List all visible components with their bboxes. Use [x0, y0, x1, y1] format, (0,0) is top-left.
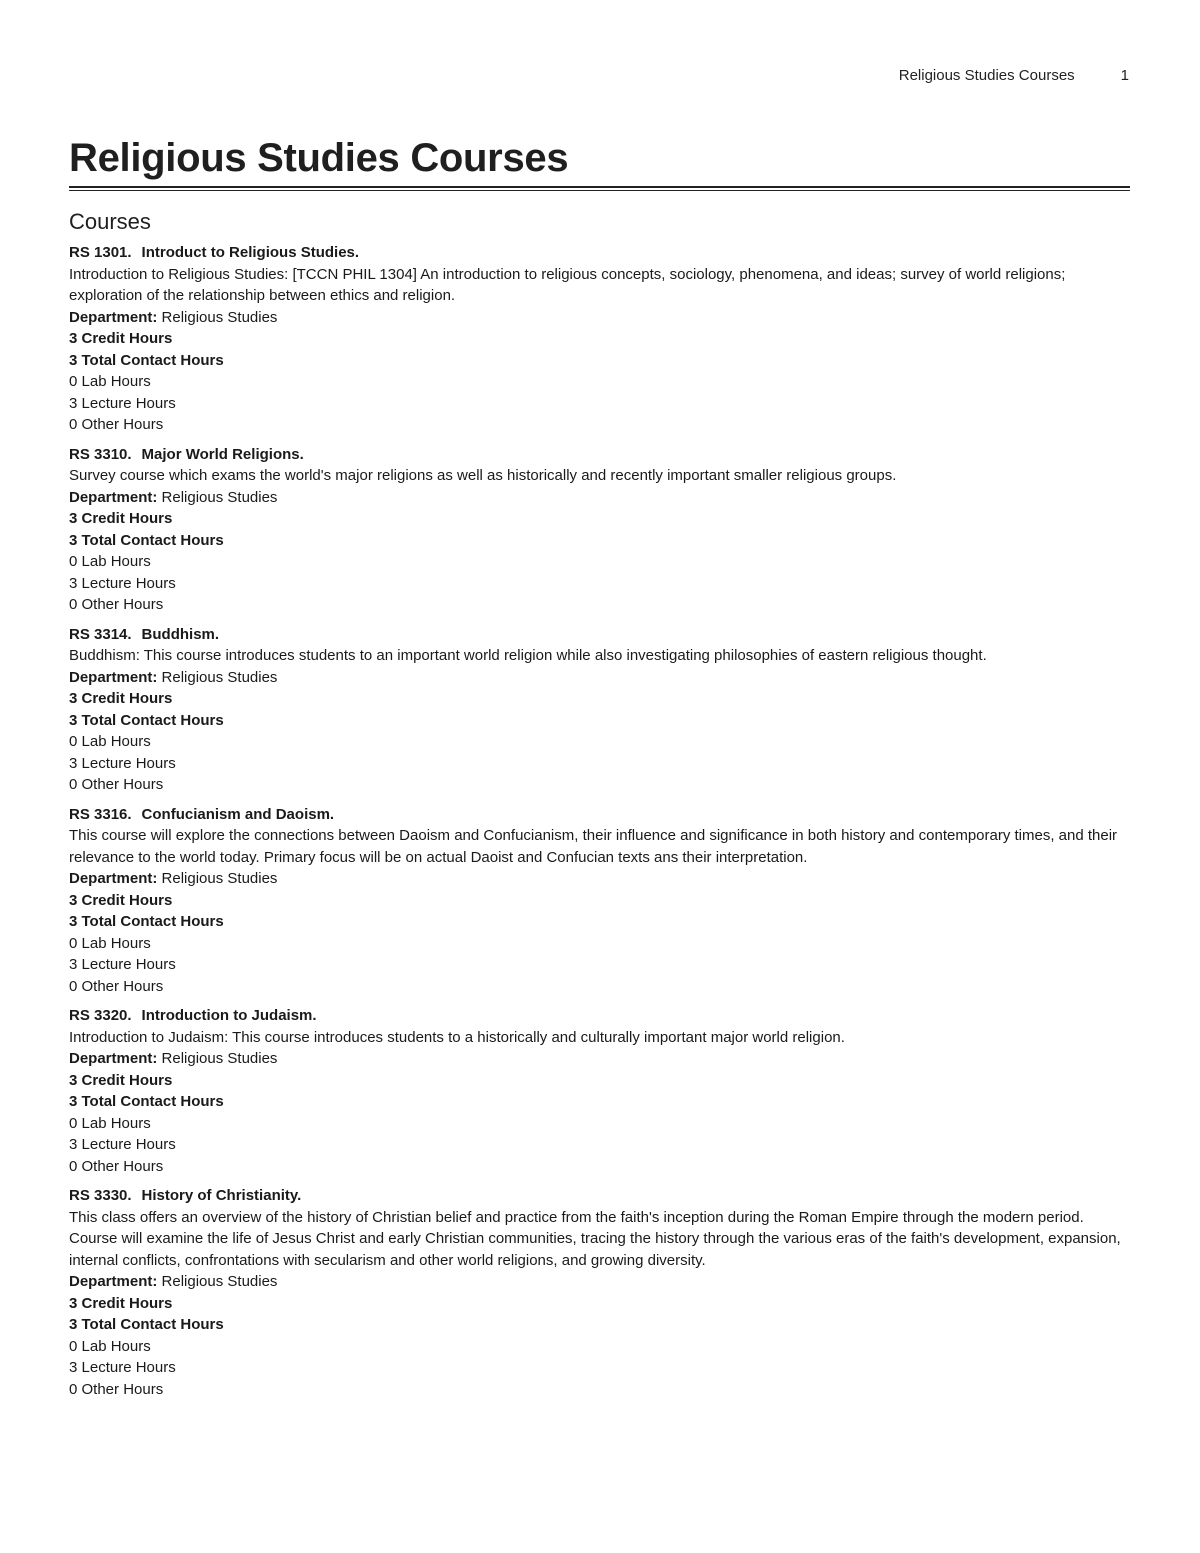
course-title: History of Christianity. — [141, 1187, 302, 1204]
lab-hours: 0 Lab Hours — [69, 733, 151, 750]
lecture-hours: 3 Lecture Hours — [69, 956, 176, 973]
course-list-content — [69, 209, 1131, 1408]
lab-hours: 0 Lab Hours — [69, 553, 151, 570]
course-description: Buddhism: This course introduces students to an important world religion while also investigating philosophies of eastern religious thought. — [69, 647, 987, 664]
lab-hours: 0 Lab Hours — [69, 1114, 151, 1132]
other-hours: 0 Other Hours — [69, 776, 164, 793]
lecture-hours: 3 Lecture Hours — [69, 394, 176, 412]
department-label: Department: — [69, 870, 158, 887]
course-description: Introduction to Judaism: This course introduces students to a historically and culturally important major world religion. — [69, 1028, 845, 1046]
department-label: Department: — [69, 1273, 158, 1290]
course-department — [69, 307, 1131, 329]
credit-hours: 3 Credit Hours — [69, 1294, 173, 1312]
department-value: Religious Studies — [161, 1050, 278, 1067]
lecture-hours: 3 Lecture Hours — [69, 1136, 176, 1153]
course-department — [69, 667, 1131, 689]
course-description: Survey course which exams the world's major religions as well as historically and recently important smaller religious groups. — [69, 467, 897, 484]
course-code: RS 3310. — [69, 445, 132, 463]
credit-hours: 3 Credit Hours — [69, 690, 173, 707]
course-department — [69, 1271, 1131, 1293]
course-title-line — [69, 1185, 1131, 1207]
course-title-line — [69, 624, 1131, 646]
total-contact-hours: 3 Total Contact Hours — [69, 913, 224, 930]
course-code: RS 3330. — [69, 1187, 132, 1204]
course-entry — [69, 444, 1131, 616]
course-title: Major World Religions. — [141, 445, 304, 463]
credit-hours: 3 Credit Hours — [69, 330, 173, 347]
course-description: This class offers an overview of the history of Christian belief and practice from the faith's inception during the Roman Empire through the modern period. Course will examine the life of Jesus Christ and early Christian communities, tracing the history through the various eras of the faith's development, expansion, internal conflicts, confrontations with secularism and other world religions, and growing diversity. — [69, 1208, 1121, 1269]
lab-hours: 0 Lab Hours — [69, 373, 151, 390]
course-entry — [69, 624, 1131, 796]
course-entry — [69, 804, 1131, 998]
course-description: Introduction to Religious Studies: [TCCN PHIL 1304] An introduction to religious concepts, sociology, phenomena, and ideas; survey of world religions; exploration of the relationship between ethics and religion. — [69, 265, 1066, 304]
course-code: RS 3314. — [69, 625, 132, 643]
department-value: Religious Studies — [161, 308, 278, 326]
section-heading: Courses — [69, 209, 151, 234]
title-rule — [69, 186, 1130, 191]
course-title-line — [69, 804, 1131, 826]
page-number: 1 — [1120, 67, 1129, 84]
credit-hours: 3 Credit Hours — [69, 891, 173, 909]
course-department — [69, 868, 1131, 890]
credit-hours: 3 Credit Hours — [69, 510, 173, 527]
course-entry — [69, 1185, 1131, 1400]
lecture-hours: 3 Lecture Hours — [69, 1359, 176, 1376]
course-title: Confucianism and Daoism. — [141, 805, 335, 823]
department-label: Department: — [69, 308, 158, 326]
other-hours: 0 Other Hours — [69, 1157, 164, 1175]
other-hours: 0 Other Hours — [69, 596, 164, 613]
total-contact-hours: 3 Total Contact Hours — [69, 351, 224, 369]
course-code: RS 1301. — [69, 244, 132, 261]
course-title: Buddhism. — [141, 625, 220, 643]
other-hours: 0 Other Hours — [69, 977, 164, 995]
total-contact-hours: 3 Total Contact Hours — [69, 711, 224, 729]
lab-hours: 0 Lab Hours — [69, 1337, 151, 1355]
other-hours: 0 Other Hours — [69, 1380, 164, 1398]
department-value: Religious Studies — [161, 870, 278, 887]
course-entry — [69, 242, 1131, 436]
course-code: RS 3316. — [69, 805, 132, 823]
credit-hours: 3 Credit Hours — [69, 1071, 173, 1089]
total-contact-hours: 3 Total Contact Hours — [69, 1316, 224, 1333]
course-code: RS 3320. — [69, 1007, 132, 1024]
department-label: Department: — [69, 488, 158, 506]
running-header-title: Religious Studies Courses — [898, 67, 1075, 84]
course-title-line — [69, 444, 1131, 466]
lab-hours: 0 Lab Hours — [69, 934, 151, 952]
total-contact-hours: 3 Total Contact Hours — [69, 531, 224, 549]
course-title: Introduct to Religious Studies. — [141, 244, 360, 261]
department-label: Department: — [69, 1050, 158, 1067]
other-hours: 0 Other Hours — [69, 416, 164, 433]
course-title-line — [69, 242, 1131, 264]
course-title-line — [69, 1005, 1131, 1027]
course-department — [69, 1048, 1131, 1070]
running-header — [899, 67, 1129, 84]
lecture-hours: 3 Lecture Hours — [69, 574, 176, 592]
total-contact-hours: 3 Total Contact Hours — [69, 1093, 224, 1110]
course-description: This course will explore the connections between Daoism and Confucianism, their influence and significance in both history and contemporary times, and their relevance to the world today. Primary focus will be on actual Daoist and Confucian texts ans their interpretation. — [69, 827, 1118, 866]
department-label: Department: — [69, 668, 158, 686]
page-title: Religious Studies Courses — [69, 136, 569, 180]
department-value: Religious Studies — [161, 1273, 278, 1290]
lecture-hours: 3 Lecture Hours — [69, 754, 176, 772]
course-department — [69, 487, 1131, 509]
department-value: Religious Studies — [161, 488, 278, 506]
course-title: Introduction to Judaism. — [141, 1007, 317, 1024]
department-value: Religious Studies — [161, 668, 278, 686]
course-entry — [69, 1005, 1131, 1177]
